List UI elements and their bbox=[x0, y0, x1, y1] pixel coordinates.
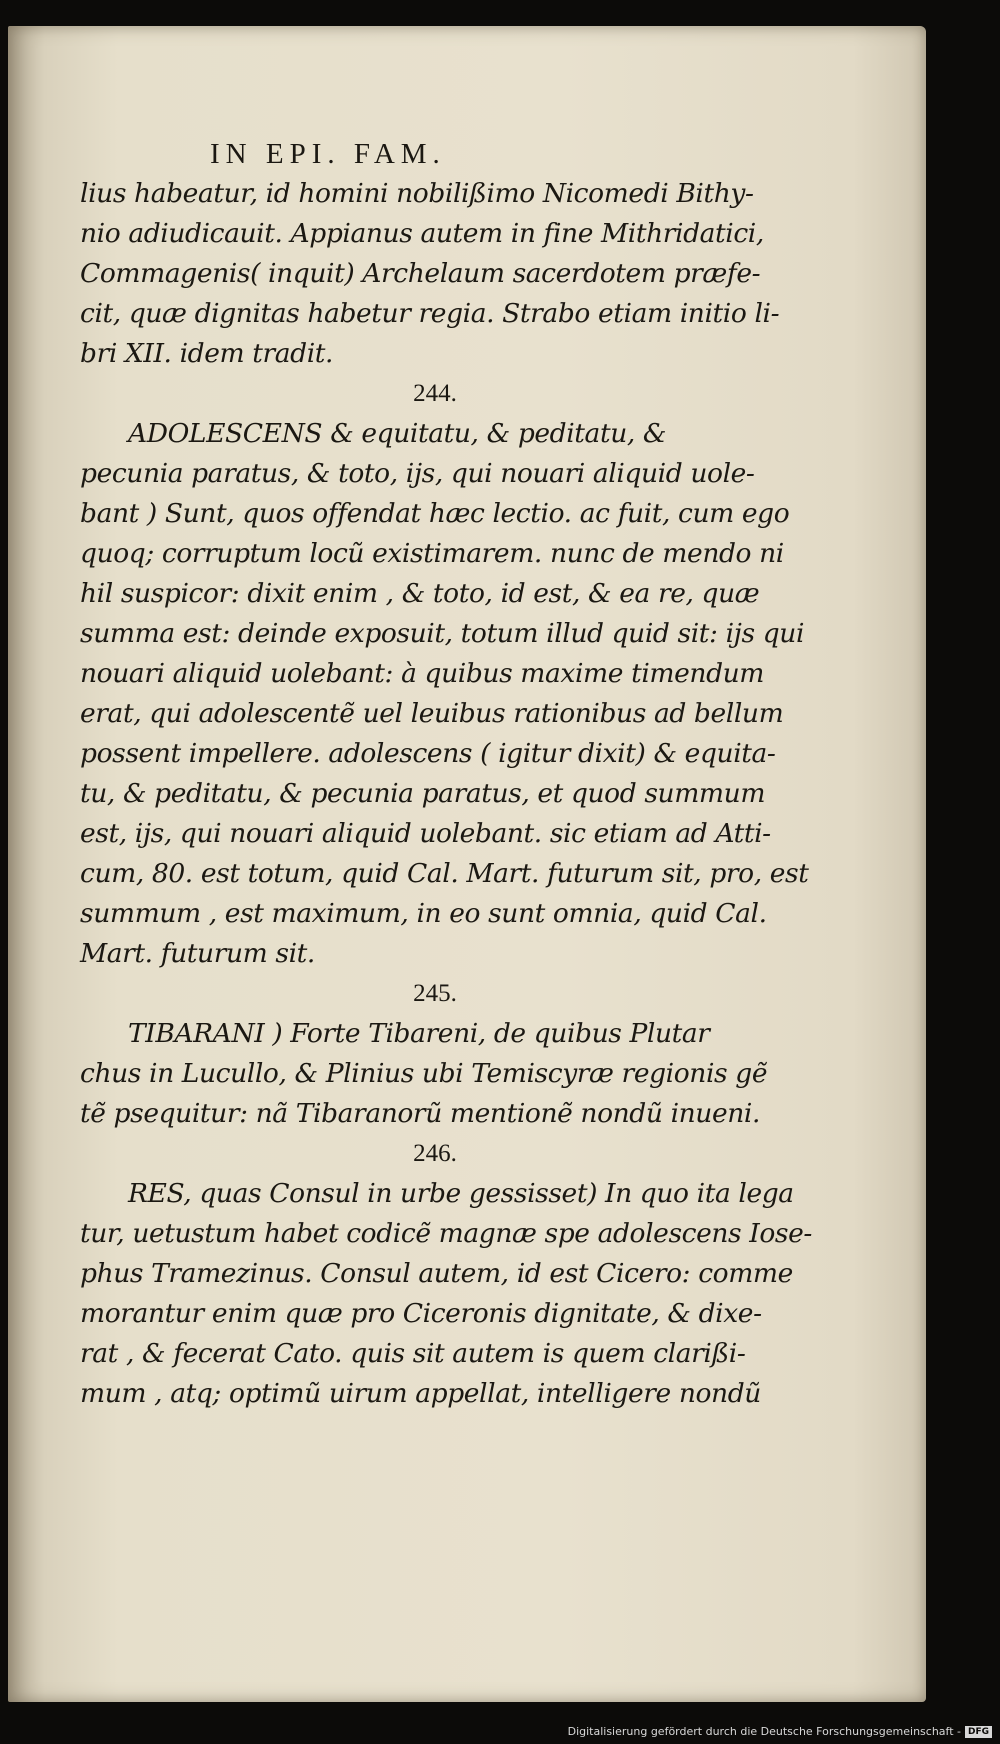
text-line: est, ijs, qui nouari aliquid uolebant. sic etiam ad Atti- bbox=[80, 818, 771, 849]
text-line: quoq; corruptum locũ existimarem. nunc de mendo ni bbox=[80, 538, 784, 569]
text-line: tẽ psequitur: nã Tibaranorũ mentionẽ nondũ inueni. bbox=[80, 1098, 761, 1129]
text-line: tu, & peditatu, & pecunia paratus, et quod summum bbox=[80, 778, 766, 809]
text-line: rat , & fecerat Cato. quis sit autem is quem clarißi- bbox=[80, 1338, 746, 1369]
text-line: ADOLESCENS & equitatu, & peditatu, & bbox=[128, 418, 667, 449]
text-line: bant ) Sunt, quos offendat hæc lectio. ac fuit, cum ego bbox=[80, 498, 790, 529]
text-line: nouari aliquid uolebant: à quibus maxime timendum bbox=[80, 658, 765, 689]
text-line: Commagenis( inquit) Archelaum sacerdotem præfe- bbox=[80, 258, 761, 289]
text-line: bri XII. idem tradit. bbox=[80, 338, 334, 369]
text-line: morantur enim quæ pro Ciceronis dignitate, & dixe- bbox=[80, 1298, 762, 1329]
text-line: cit, quæ dignitas habetur regia. Strabo etiam initio li- bbox=[80, 298, 780, 329]
dfg-logo-icon: DFG bbox=[965, 1726, 992, 1738]
section-number: 244. bbox=[413, 380, 457, 407]
text-line: mum , atq; optimũ uirum appellat, intelligere nondũ bbox=[80, 1378, 761, 1409]
text-block bbox=[80, 134, 812, 1414]
credit-text: Digitalisierung gefördert durch die Deutsche Forschungsgemeinschaft - bbox=[567, 1725, 961, 1738]
text-line: Mart. futurum sit. bbox=[80, 938, 315, 969]
section-number: 245. bbox=[413, 980, 457, 1007]
text-line: summa est: deinde exposuit, totum illud quid sit: ijs qui bbox=[80, 618, 805, 649]
text-line: tur, uetustum habet codicẽ magnæ spe adolescens Iose- bbox=[80, 1218, 812, 1249]
text-line: nio adiudicauit. Appianus autem in fine Mithridatici, bbox=[80, 218, 764, 249]
book-page bbox=[8, 26, 926, 1702]
text-line: lius habeatur, id homini nobilißimo Nicomedi Bithy- bbox=[80, 178, 754, 209]
text-line: summum , est maximum, in eo sunt omnia, quid Cal. bbox=[80, 898, 767, 929]
text-line: chus in Lucullo, & Plinius ubi Temiscyræ regionis gẽ bbox=[80, 1058, 768, 1089]
text-line: phus Tramezinus. Consul autem, id est Cicero: comme bbox=[80, 1258, 793, 1289]
section-number: 246. bbox=[413, 1140, 457, 1167]
digitization-credit bbox=[568, 1725, 992, 1738]
text-line: pecunia paratus, & toto, ijs, qui nouari aliquid uole- bbox=[80, 458, 755, 489]
text-line: possent impellere. adolescens ( igitur dixit) & equita- bbox=[80, 738, 776, 769]
running-head: IN EPI. FAM. bbox=[210, 138, 446, 170]
text-line: RES, quas Consul in urbe gessisset) In quo ita lega bbox=[128, 1178, 794, 1209]
text-line: TIBARANI ) Forte Tibareni, de quibus Plutar bbox=[128, 1018, 710, 1049]
text-line: hil suspicor: dixit enim , & toto, id est, & ea re, quæ bbox=[80, 578, 760, 609]
text-line: cum, 80. est totum, quid Cal. Mart. futurum sit, pro, est bbox=[80, 858, 809, 889]
text-line: erat, qui adolescentẽ uel leuibus rationibus ad bellum bbox=[80, 698, 784, 729]
